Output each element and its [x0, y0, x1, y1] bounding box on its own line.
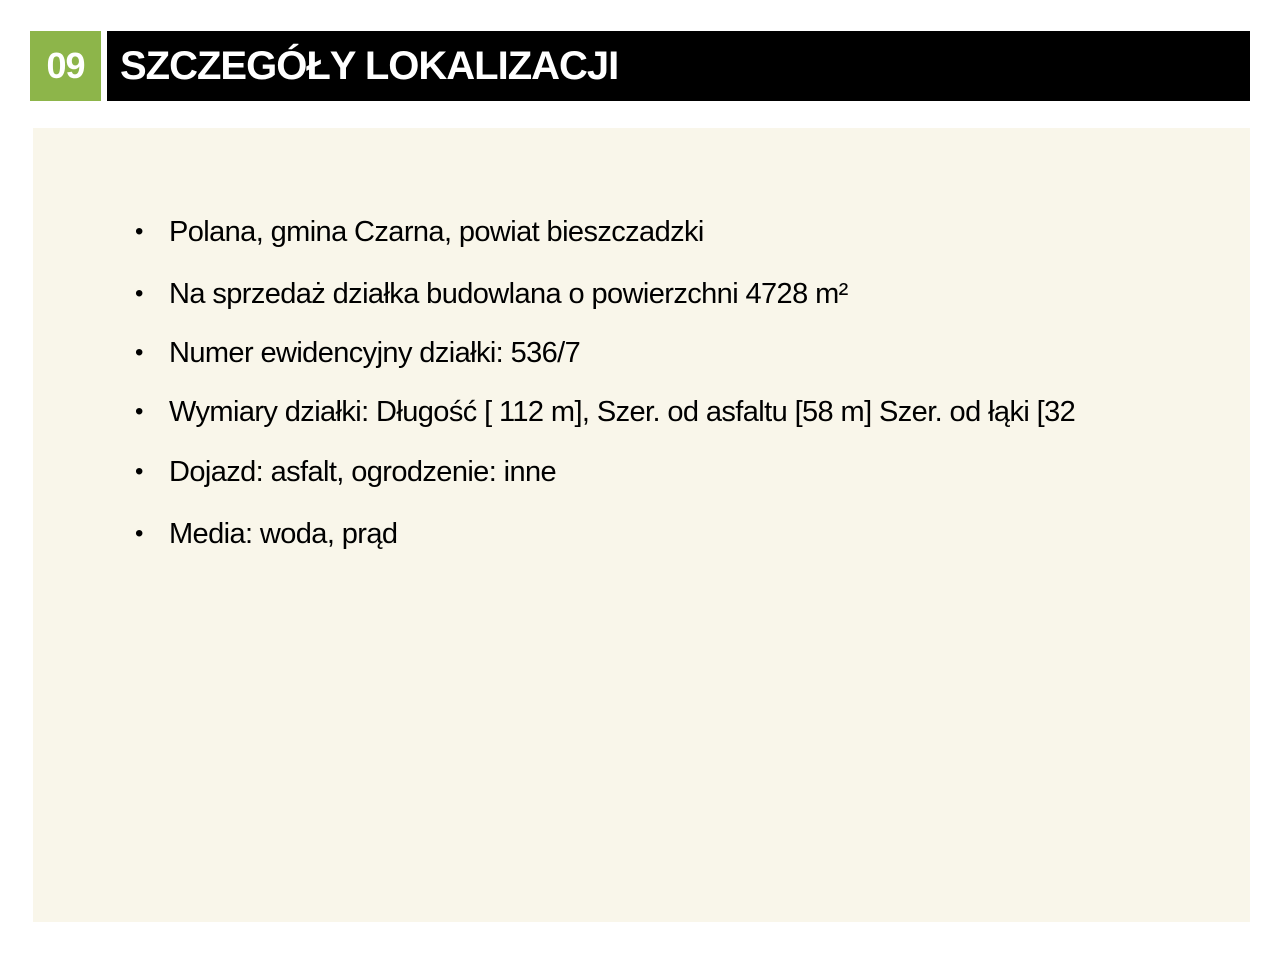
- list-item-text: Wymiary działki: Długość [ 112 m], Szer. od asfaltu [58 m] Szer. od łąki [32: [169, 395, 1076, 428]
- list-item-access: [135, 452, 556, 492]
- section-header: [30, 31, 1250, 101]
- list-item-area: [135, 274, 848, 314]
- bullet-icon: •: [135, 520, 143, 547]
- section-title: SZCZEGÓŁY LOKALIZACJI: [107, 31, 1250, 101]
- list-item-text: Media: woda, prąd: [169, 517, 398, 550]
- bullet-icon: •: [135, 398, 143, 425]
- list-item-utilities: [135, 514, 397, 554]
- bullet-icon: •: [135, 339, 143, 366]
- list-item-text: Polana, gmina Czarna, powiat bieszczadzki: [169, 215, 704, 248]
- list-item-text: Numer ewidencyjny działki: 536/7: [169, 336, 581, 369]
- list-item-text: Na sprzedaż działka budowlana o powierzchni 4728 m²: [169, 277, 848, 310]
- list-item-location: [135, 212, 704, 252]
- section-number-badge: 09: [30, 31, 101, 101]
- list-item-dimensions: [135, 392, 1075, 432]
- bullet-icon: •: [135, 218, 143, 245]
- bullet-icon: •: [135, 280, 143, 307]
- content-panel: [33, 128, 1250, 922]
- bullet-icon: •: [135, 458, 143, 485]
- list-item-parcel-number: [135, 333, 580, 373]
- list-item-text: Dojazd: asfalt, ogrodzenie: inne: [169, 455, 557, 488]
